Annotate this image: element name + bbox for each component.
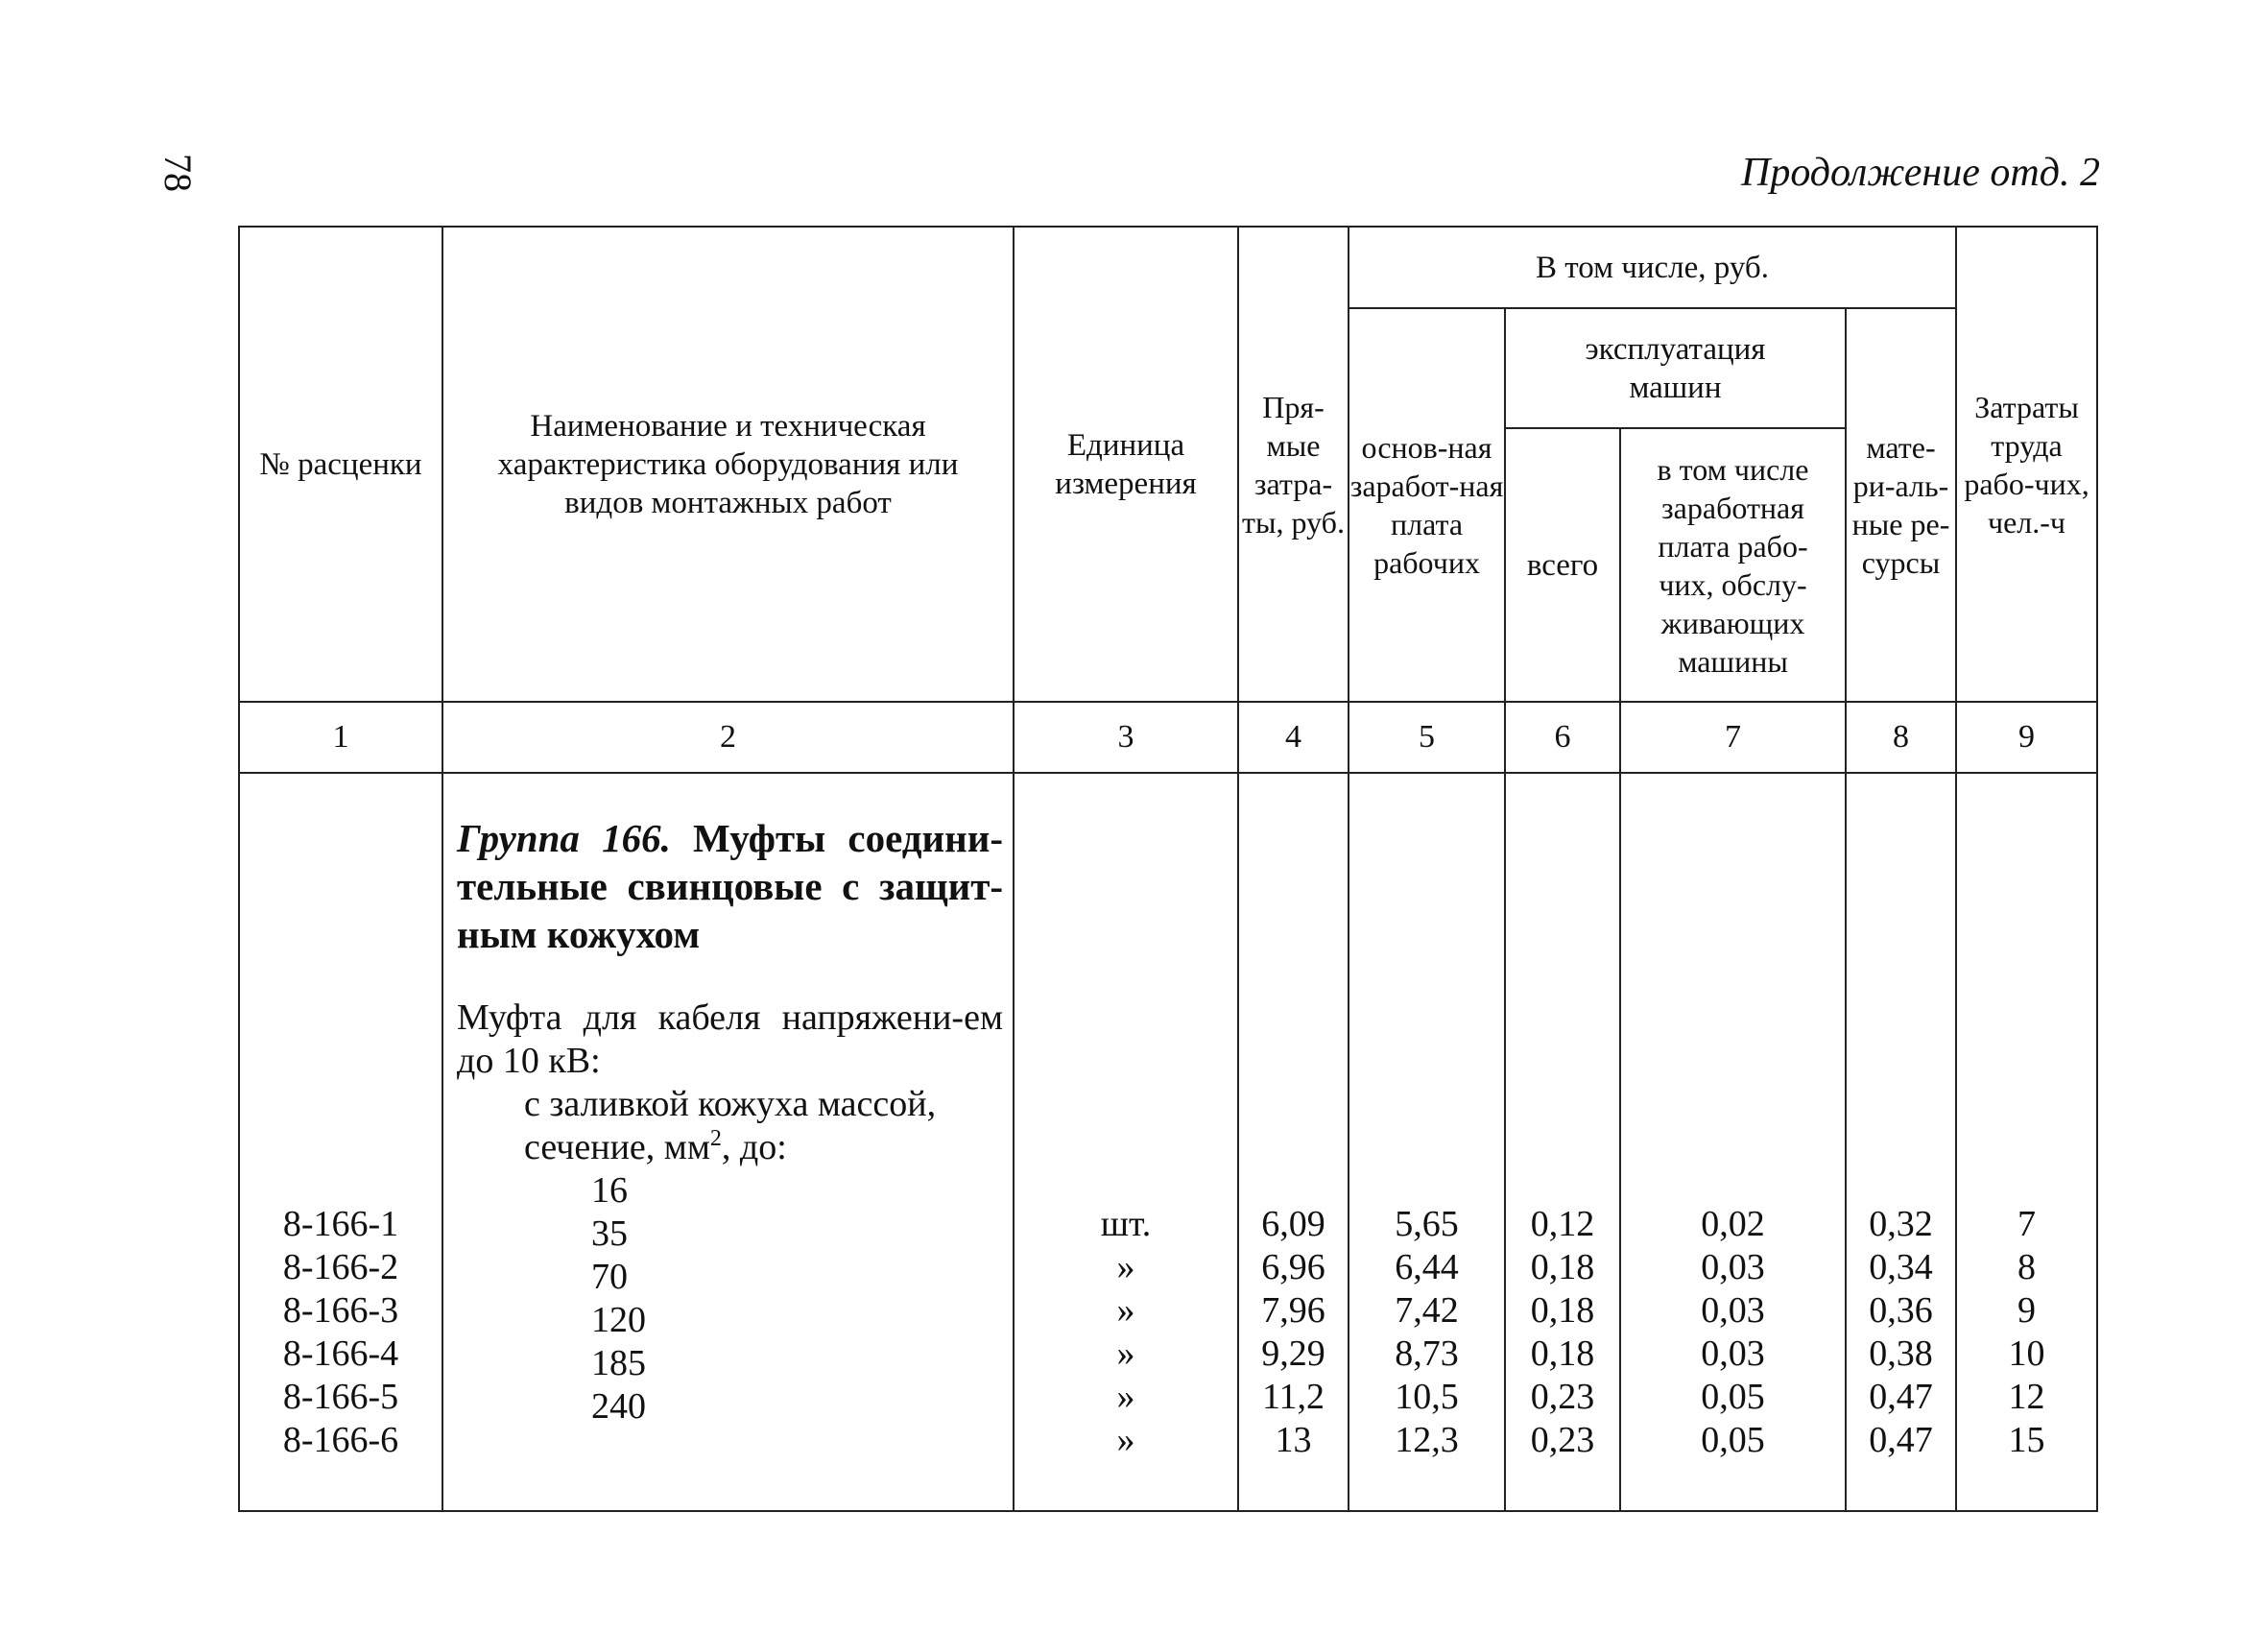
direct-cost-value: 6,09: [1261, 1204, 1325, 1244]
codes-column: [239, 773, 442, 1511]
machines-wages-value: 0,03: [1701, 1290, 1765, 1331]
machines-total-value: 0,18: [1530, 1290, 1595, 1331]
labor-value: 8: [2017, 1247, 2037, 1287]
unit-value: »: [1116, 1333, 1135, 1374]
section-size: 185: [591, 1343, 646, 1383]
page-number: 78: [156, 154, 200, 192]
wages-value: 6,44: [1395, 1247, 1459, 1287]
machines-wages-value: 0,03: [1701, 1333, 1765, 1374]
wages-value: 7,42: [1395, 1290, 1459, 1331]
direct-cost-value: 11,2: [1261, 1377, 1325, 1417]
labor-value: 10: [2008, 1333, 2045, 1374]
header-direct-costs: Пря-мые затра-ты, руб.: [1238, 227, 1349, 702]
labor-column: [1956, 773, 2097, 1511]
labor-value: 15: [2008, 1420, 2045, 1460]
materials-value: 0,47: [1869, 1420, 1933, 1460]
wages-value: 8,73: [1395, 1333, 1459, 1374]
header-name: Наименование и техническая характеристика оборудования или видов монтажных работ: [442, 227, 1014, 702]
column-number: 1: [239, 702, 442, 773]
column-number: 9: [1956, 702, 2097, 773]
direct-cost-value: 9,29: [1261, 1333, 1325, 1374]
header-labor: Затраты труда рабо-чих, чел.-ч: [1956, 227, 2097, 702]
labor-value: 7: [2017, 1204, 2037, 1244]
direct-cost-value: 7,96: [1261, 1290, 1325, 1331]
table-body-row: [239, 773, 2097, 1511]
rate-code: 8-166-6: [282, 1420, 399, 1460]
group-prefix: Группа 166.: [457, 816, 671, 860]
section-size: 120: [591, 1300, 646, 1340]
column-number: 5: [1349, 702, 1505, 773]
unit-value: »: [1116, 1290, 1135, 1331]
rate-code: 8-166-1: [282, 1204, 399, 1244]
column-number: 3: [1014, 702, 1238, 773]
machines-total-value: 0,12: [1530, 1204, 1595, 1244]
unit-value: »: [1116, 1247, 1135, 1287]
unit-value: »: [1116, 1377, 1135, 1417]
header-machines-total: всего: [1505, 428, 1620, 702]
header-machines-wages: в том числе заработная плата рабо-чих, обслу-живающих машины: [1620, 428, 1846, 702]
column-numbers-row: [239, 702, 2097, 773]
machines-wages-value: 0,05: [1701, 1377, 1765, 1417]
column-number: 4: [1238, 702, 1349, 773]
section-size: 240: [591, 1386, 646, 1427]
wages-value: 5,65: [1395, 1204, 1459, 1244]
machines-wages-column: [1620, 773, 1846, 1511]
machines-wages-value: 0,02: [1701, 1204, 1765, 1244]
wages-value: 10,5: [1395, 1377, 1459, 1417]
rate-code: 8-166-2: [282, 1247, 399, 1287]
materials-value: 0,36: [1869, 1290, 1933, 1331]
column-number: 2: [442, 702, 1014, 773]
group-sub1: с заливкой кожуха массой,: [524, 1084, 937, 1124]
column-number: 6: [1505, 702, 1620, 773]
machines-total-column: [1505, 773, 1620, 1511]
machines-wages-value: 0,05: [1701, 1420, 1765, 1460]
materials-value: 0,47: [1869, 1377, 1933, 1417]
base-wages-column: [1349, 773, 1505, 1511]
labor-value: 12: [2008, 1377, 2045, 1417]
column-number: 7: [1620, 702, 1846, 773]
header-unit: Единица измерения: [1014, 227, 1238, 702]
group-title: [457, 814, 1003, 958]
machines-total-value: 0,23: [1530, 1377, 1595, 1417]
section-size: 70: [591, 1257, 628, 1297]
materials-value: 0,38: [1869, 1333, 1933, 1374]
direct-cost-value: 13: [1275, 1420, 1312, 1460]
rate-code: 8-166-4: [282, 1333, 399, 1374]
materials-value: 0,32: [1869, 1204, 1933, 1244]
group-sub2: сечение, $мм^2$, до:: [524, 1126, 787, 1167]
unit-column: [1014, 773, 1238, 1511]
name-column: [442, 773, 1014, 1511]
machines-total-value: 0,18: [1530, 1333, 1595, 1374]
header-materials: мате-ри-аль-ные ре-сурсы: [1846, 308, 1956, 702]
section-size: 35: [591, 1213, 628, 1254]
unit-value: шт.: [1100, 1204, 1152, 1244]
header-machines: эксплуатация машин: [1505, 308, 1846, 428]
continuation-note: Продолжение отд. 2: [1740, 151, 2100, 195]
section-size: 16: [591, 1170, 628, 1211]
machines-total-value: 0,23: [1530, 1420, 1595, 1460]
direct-cost-value: 6,96: [1261, 1247, 1325, 1287]
header-rate-number: № расценки: [239, 227, 442, 702]
machines-wages-value: 0,03: [1701, 1247, 1765, 1287]
header-base-wages: основ-ная заработ-ная плата рабочих: [1349, 308, 1505, 702]
materials-column: [1846, 773, 1956, 1511]
rates-table: [238, 226, 2098, 1512]
rate-code: 8-166-5: [282, 1377, 399, 1417]
machines-total-value: 0,18: [1530, 1247, 1595, 1287]
labor-value: 9: [2017, 1290, 2037, 1331]
header-including: В том числе, руб.: [1349, 227, 1956, 308]
group-name: Муфты соедини-тельные свинцовые с защит-ным кожухом: [457, 816, 1003, 956]
group-intro: Муфта для кабеля напряжени-ем до 10 кВ:: [457, 997, 1003, 1081]
direct-costs-column: [1238, 773, 1349, 1511]
wages-value: 12,3: [1395, 1420, 1459, 1460]
column-number: 8: [1846, 702, 1956, 773]
rate-code: 8-166-3: [282, 1290, 399, 1331]
materials-value: 0,34: [1869, 1247, 1933, 1287]
unit-value: »: [1116, 1420, 1135, 1460]
